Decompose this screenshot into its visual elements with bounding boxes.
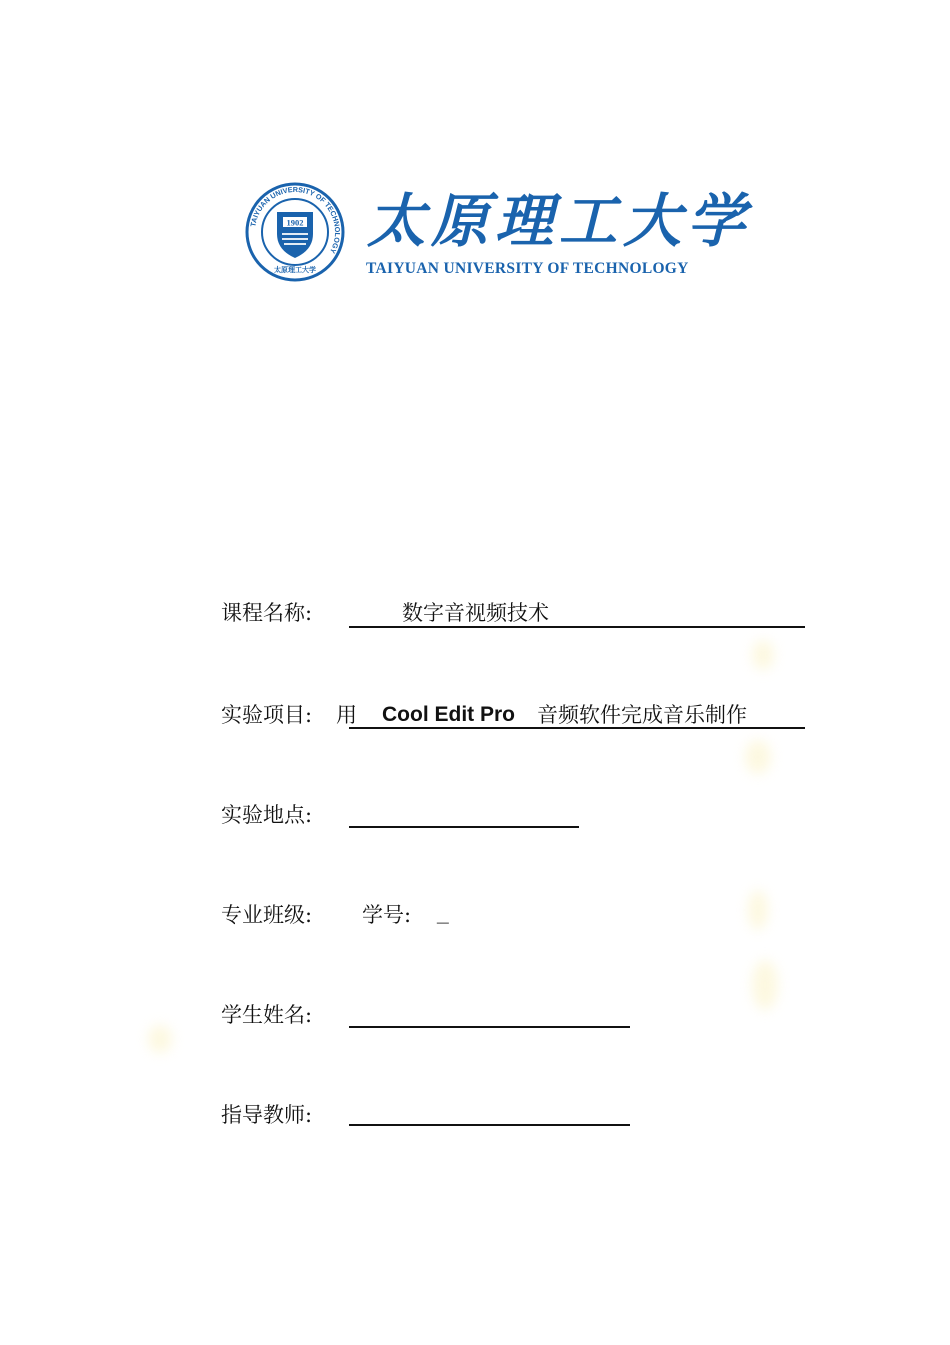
student-name-label: 学生姓名:	[221, 1003, 313, 1027]
project-underline	[349, 727, 805, 729]
project-field	[221, 700, 811, 734]
seal-inner-text: 太原理工大学	[274, 265, 316, 274]
student-id-value[interactable]: _	[437, 903, 449, 926]
major-label: 专业班级:	[221, 903, 313, 927]
project-prefix: 用	[336, 703, 357, 727]
logo-chinese-name: 太原理工大学	[367, 187, 752, 255]
instructor-label: 指导教师:	[221, 1103, 313, 1127]
course-name-underline	[349, 626, 805, 628]
stain-mark	[148, 1025, 172, 1053]
university-logo	[245, 180, 752, 285]
project-value-en[interactable]: Cool Edit Pro	[382, 703, 515, 726]
location-underline	[349, 826, 579, 828]
seal-ring-text: TAIYUAN UNIVERSITY OF TECHNOLOGY	[248, 184, 343, 256]
course-name-label: 课程名称:	[221, 601, 313, 625]
stain-mark	[752, 640, 774, 670]
location-label: 实验地点:	[221, 803, 313, 827]
course-name-field	[221, 598, 811, 632]
course-name-value[interactable]: 数字音视频技术	[402, 601, 549, 625]
student-name-underline	[349, 1026, 630, 1028]
seal-year: 1902	[286, 217, 304, 228]
location-field	[221, 800, 811, 834]
project-value-cn[interactable]: 音频软件完成音乐制作	[537, 703, 747, 727]
instructor-field	[221, 1100, 811, 1134]
project-label: 实验项目:	[221, 703, 313, 727]
university-seal-icon	[245, 182, 345, 282]
stain-mark	[745, 740, 771, 774]
logo-english-name: TAIYUAN UNIVERSITY OF TECHNOLOGY	[366, 260, 689, 277]
student-name-field	[221, 1000, 811, 1034]
major-field	[221, 900, 811, 934]
student-id-label: 学号:	[362, 903, 412, 927]
instructor-underline	[349, 1124, 630, 1126]
